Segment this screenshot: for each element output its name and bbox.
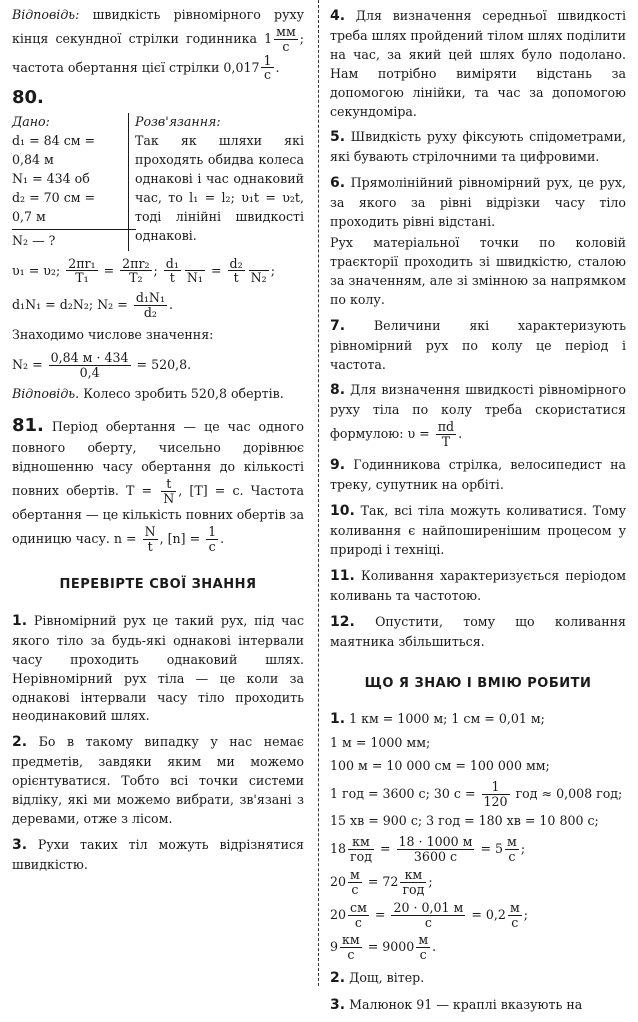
list-item: 6. Прямолінійний рівномірний рух, це рух, за якого за рівні відрізки часу тіло проходить рівні відстані. [330,175,626,230]
list-item: 3. Малюнок 91 — краплі вказують на [330,997,583,1014]
formula-n2: d₁N₁ = d₂N₂; N₂ = $\frac{\text{d₁N₁}}{\text{d₂}}$ . [12,290,174,321]
section-heading-check-knowledge: ПЕРЕВІРТЕ СВОЇ ЗНАННЯ [59,577,257,593]
list-item: 10. Так, всі тіла можуть коливатися. Тому коливання є найпоширенішим процесом у природі і техніці. [330,502,626,557]
problem-number-80: 80. [12,87,44,109]
list-item: 11. Коливання характеризується періодом коливань та частотою. [330,567,626,603]
answer-block-1: 1. 1 км = 1000 м; 1 см = 0,01 м; 1 м = 1000 мм; 100 м = 10 000 см = 100 000 мм; 1 год = 3600 с; 30 с = $\frac{1}{120}$ год ≈ 0,008 год; 15 хв = 900 с; 3 год = 180 хв = 10 800 с; 18 $\frac{км}{\text{год}}$ = $\frac{18 \cdot 1000 м}{3600 с}$ = 5 $\frac{м}{с}$ ; 20 $\frac{м}{с}$ = 72 $\frac{км}{\text{год}}$ ; 20 $\frac{см}{с}$ = $\frac{20 \cdot 0,01 м}{с}$ = 0,2 $\frac{м}{с}$ ; 9 $\frac{км}{с}$ = 9000 $\frac{м}{с}$ . [330,711,623,963]
formula-numeric: N₂ = $\frac{0,84 м \cdot 434}{0,4}$ = 520,8. [12,349,192,380]
solution-block: Розв'язання: Так як шляхи які проходять обидва колеса однакові і час однаковий час, то l₁ = l₂; υ₁t = υ₂t, тоді лінійні швидкості однакові. [135,114,304,243]
list-item: 1. Рівномірний рух це такий рух, під час якого тіло за будь-які однакові інтервали часу проходить однаковий шлях. Нерівномірний рух тіла — це коли за однакові інтервали часу тіло проходить неодинаковий шлях. [12,612,304,724]
list-item: 12. Опустити, тому що коливання маятника збільшиться. [330,613,626,649]
list-item: 3. Рухи таких тіл можуть відрізнятися швидкістю. [12,836,304,872]
problem-81: 81. Період обертання — це час одного повного оберту, чисельно дорівнює відношенню часу обертання до кількості повних обертів. T = $\frac{t}{N}$ , [T] = с. Частота обертання — це кількість повних обертів за одиницю часу. n = $\frac{N}{t}$ , [n] = $\frac{1}{с}$ . [12,415,304,554]
given-separator [12,229,136,230]
left-column: Відповідь: швидкість рівномірного руху кінця секундної стрілки годинника 1 $\frac{мм}{с}$ ; частота обертання цієї стрілки 0,017 $\frac{1}{с}$ . 80. Дано: d₁ = 84 см = 0,84 м N₁ = 434 об d₂ = 70 см = 0,7 м N₂ — ? Розв'язання: Так як шляхи які проходять обидва колеса однакові і час однаковий час, то l₁ = l₂; υ₁t = υ₂t, тоді лінійні швидкості однакові. υ₁ = υ₂; $\frac{\text{2πr₁}}{\text{T₁}}$ = $\frac{\text{2πr₂}}{\text{T₂}}$ ; $\frac{\text{d₁}}{t}$ N₁ = $\frac{\text{d₂}}{t}$ N₂ ; d₁N₁ = d₂N₂; N₂ = $\frac{\text{d₁N₁}}{\text{d₂}}$ . Знаходимо числове значення: N₂ = $\frac{0,84 м \cdot 434}{0,4}$ = 520,8. Відповідь. Колесо зробить 520,8 обертів. 81. Період обертання — це час одного повного оберту, чисельно дорівнює відношенню часу обертання до кількості повних обертів. T = $\frac{t}{N}$ , [T] = с. Частота обертання — це кількість повних обертів за одиницю часу. n = $\frac{N}{t}$ , [n] = $\frac{1}{с}$ . ПЕРЕВІРТЕ СВОЇ ЗНАННЯ 1. Рівномірний рух це такий рух, під час якого тіло за будь-які однакові інтервали часу проходить однаковий шлях. Нерівномірний рух тіла — це коли за однакові інтервали часу тіло проходить неодинаковий шлях. 2. Бо в такому випадку у нас немає предметів, завдяки яким ми можемо орієнтуватися. Тобто всі точки системи відліку, які ми можемо вибрати, зв'язані з деревами, отже з лісом. 3. Рухи таких тіл можуть відрізнятися швидкістю. [12,6,304,881]
list-item: 4. Для визначення середньої швидкості треба шлях пройдений тілом шлях поділити на час, за який цей шлях було подолано. Нам потрібно виміряти відстань за допомогою лінійки, та час за допомогою секундоміра. [330,8,626,119]
list-item: 8. Для визначення швидкості рівномірного руху тіла по колу треба скористатися формулою: υ = $\frac{\pi d}{T}$ . [330,382,626,450]
fraction: $\frac{мм}{с}$ [276,23,296,54]
list-item: Рух матеріальної точки по коловій траєкторії проходить зі швидкістю, сталою за значенням, але зі змінною за напрямком по колу. [330,235,626,307]
list-item: 9. Годинникова стрілка, велосипедист на треку, супутник на орбіті. [330,457,626,493]
list-item: 2. Дощ, вітер. [330,970,425,987]
section-heading-what-i-know: ЩО Я ЗНАЮ І ВМІЮ РОБИТИ [364,675,592,691]
formula-velocity-equality: υ₁ = υ₂; $\frac{\text{2πr₁}}{\text{T₁}}$ = $\frac{\text{2πr₂}}{\text{T₂}}$ ; $\frac{\text{d₁}}{t}$ N₁ = $\frac{\text{d₂}}{t}$ N₂ ; [12,255,275,286]
list-item: 2. Бо в такому випадку у нас немає предметів, завдяки яким ми можемо орієнтуватися. Тобто всі точки системи відліку, які ми можемо вибрати, зв'язані з деревами, отже з лісом. [12,734,304,827]
right-column [330,6,626,1022]
list-item: 5. Швидкість руху фіксують спідометрами, які бувають стрілочними та цифровими. [330,129,626,165]
given-block: Дано: d₁ = 84 см = 0,84 м N₁ = 434 об d₂ = 70 см = 0,7 м N₂ — ? [12,113,129,250]
answer-79: Відповідь: швидкість рівномірного руху кінця секундної стрілки годинника 1 $\frac{мм}{с}$ ; частота обертання цієї стрілки 0,017 $\frac{1}{с}$ . [12,7,304,83]
fraction: $\frac{1}{с}$ [263,52,272,83]
list-item: 7. Величини які характеризують рівномірний рух по колу це період і частота. [330,317,626,372]
column-divider [318,0,319,986]
answer-80: Відповідь. Колесо зробить 520,8 обертів. [12,386,284,402]
given-solution-block [12,113,304,250]
